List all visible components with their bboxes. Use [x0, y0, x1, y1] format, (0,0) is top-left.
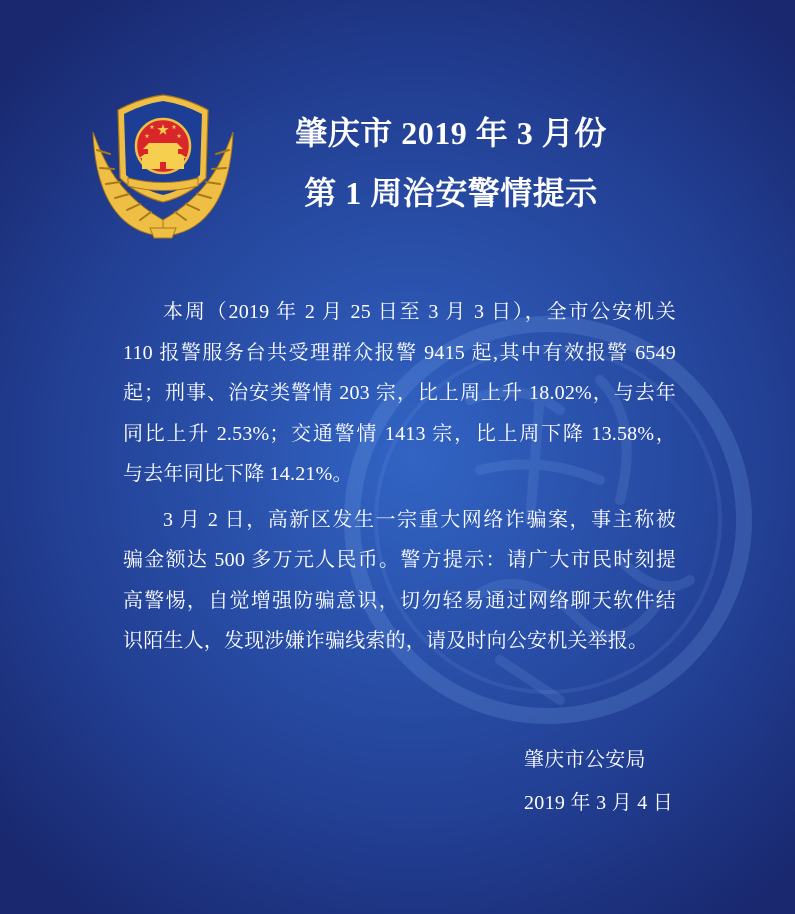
- body-paragraph: [123, 292, 676, 495]
- signature-date: 2019 年 3 月 4 日: [524, 792, 674, 814]
- title-line-1: 肇庆市 2019 年 3 月份: [295, 115, 607, 151]
- body-line: 高警惕，自觉增强防骗意识，切勿轻易通过网络聊天软件结: [123, 589, 676, 612]
- body-paragraph: [123, 500, 676, 662]
- body-line: 3 月 2 日，高新区发生一宗重大网络诈骗案，事主称被: [163, 508, 676, 531]
- body-line: 起；刑事、治安类警情 203 宗，比上周上升 18.02%，与去年: [123, 382, 676, 404]
- body-line: 与去年同比下降 14.21%。: [123, 463, 353, 485]
- notice-body: [123, 292, 676, 662]
- body-line: 识陌生人，发现涉嫌诈骗线索的，请及时向公安机关举报。: [123, 630, 649, 652]
- body-line: 110 报警服务台共受理群众报警 9415 起,其中有效报警 6549: [123, 341, 676, 364]
- title-line-2: 第 1 周治安警情提示: [304, 175, 598, 211]
- emblem-ribbon: [150, 228, 176, 238]
- signature-org: 肇庆市公安局: [524, 749, 646, 771]
- body-line: 同比上升 2.53%；交通警情 1413 宗，比上周下降 13.58%，: [123, 422, 676, 445]
- body-line: 骗金额达 500 多万元人民币。警方提示：请广大市民时刻提: [123, 549, 676, 571]
- body-line: 本周（2019 年 2 月 25 日至 3 月 3 日），全市公安机关: [163, 301, 676, 323]
- notice-title: [107, 103, 795, 223]
